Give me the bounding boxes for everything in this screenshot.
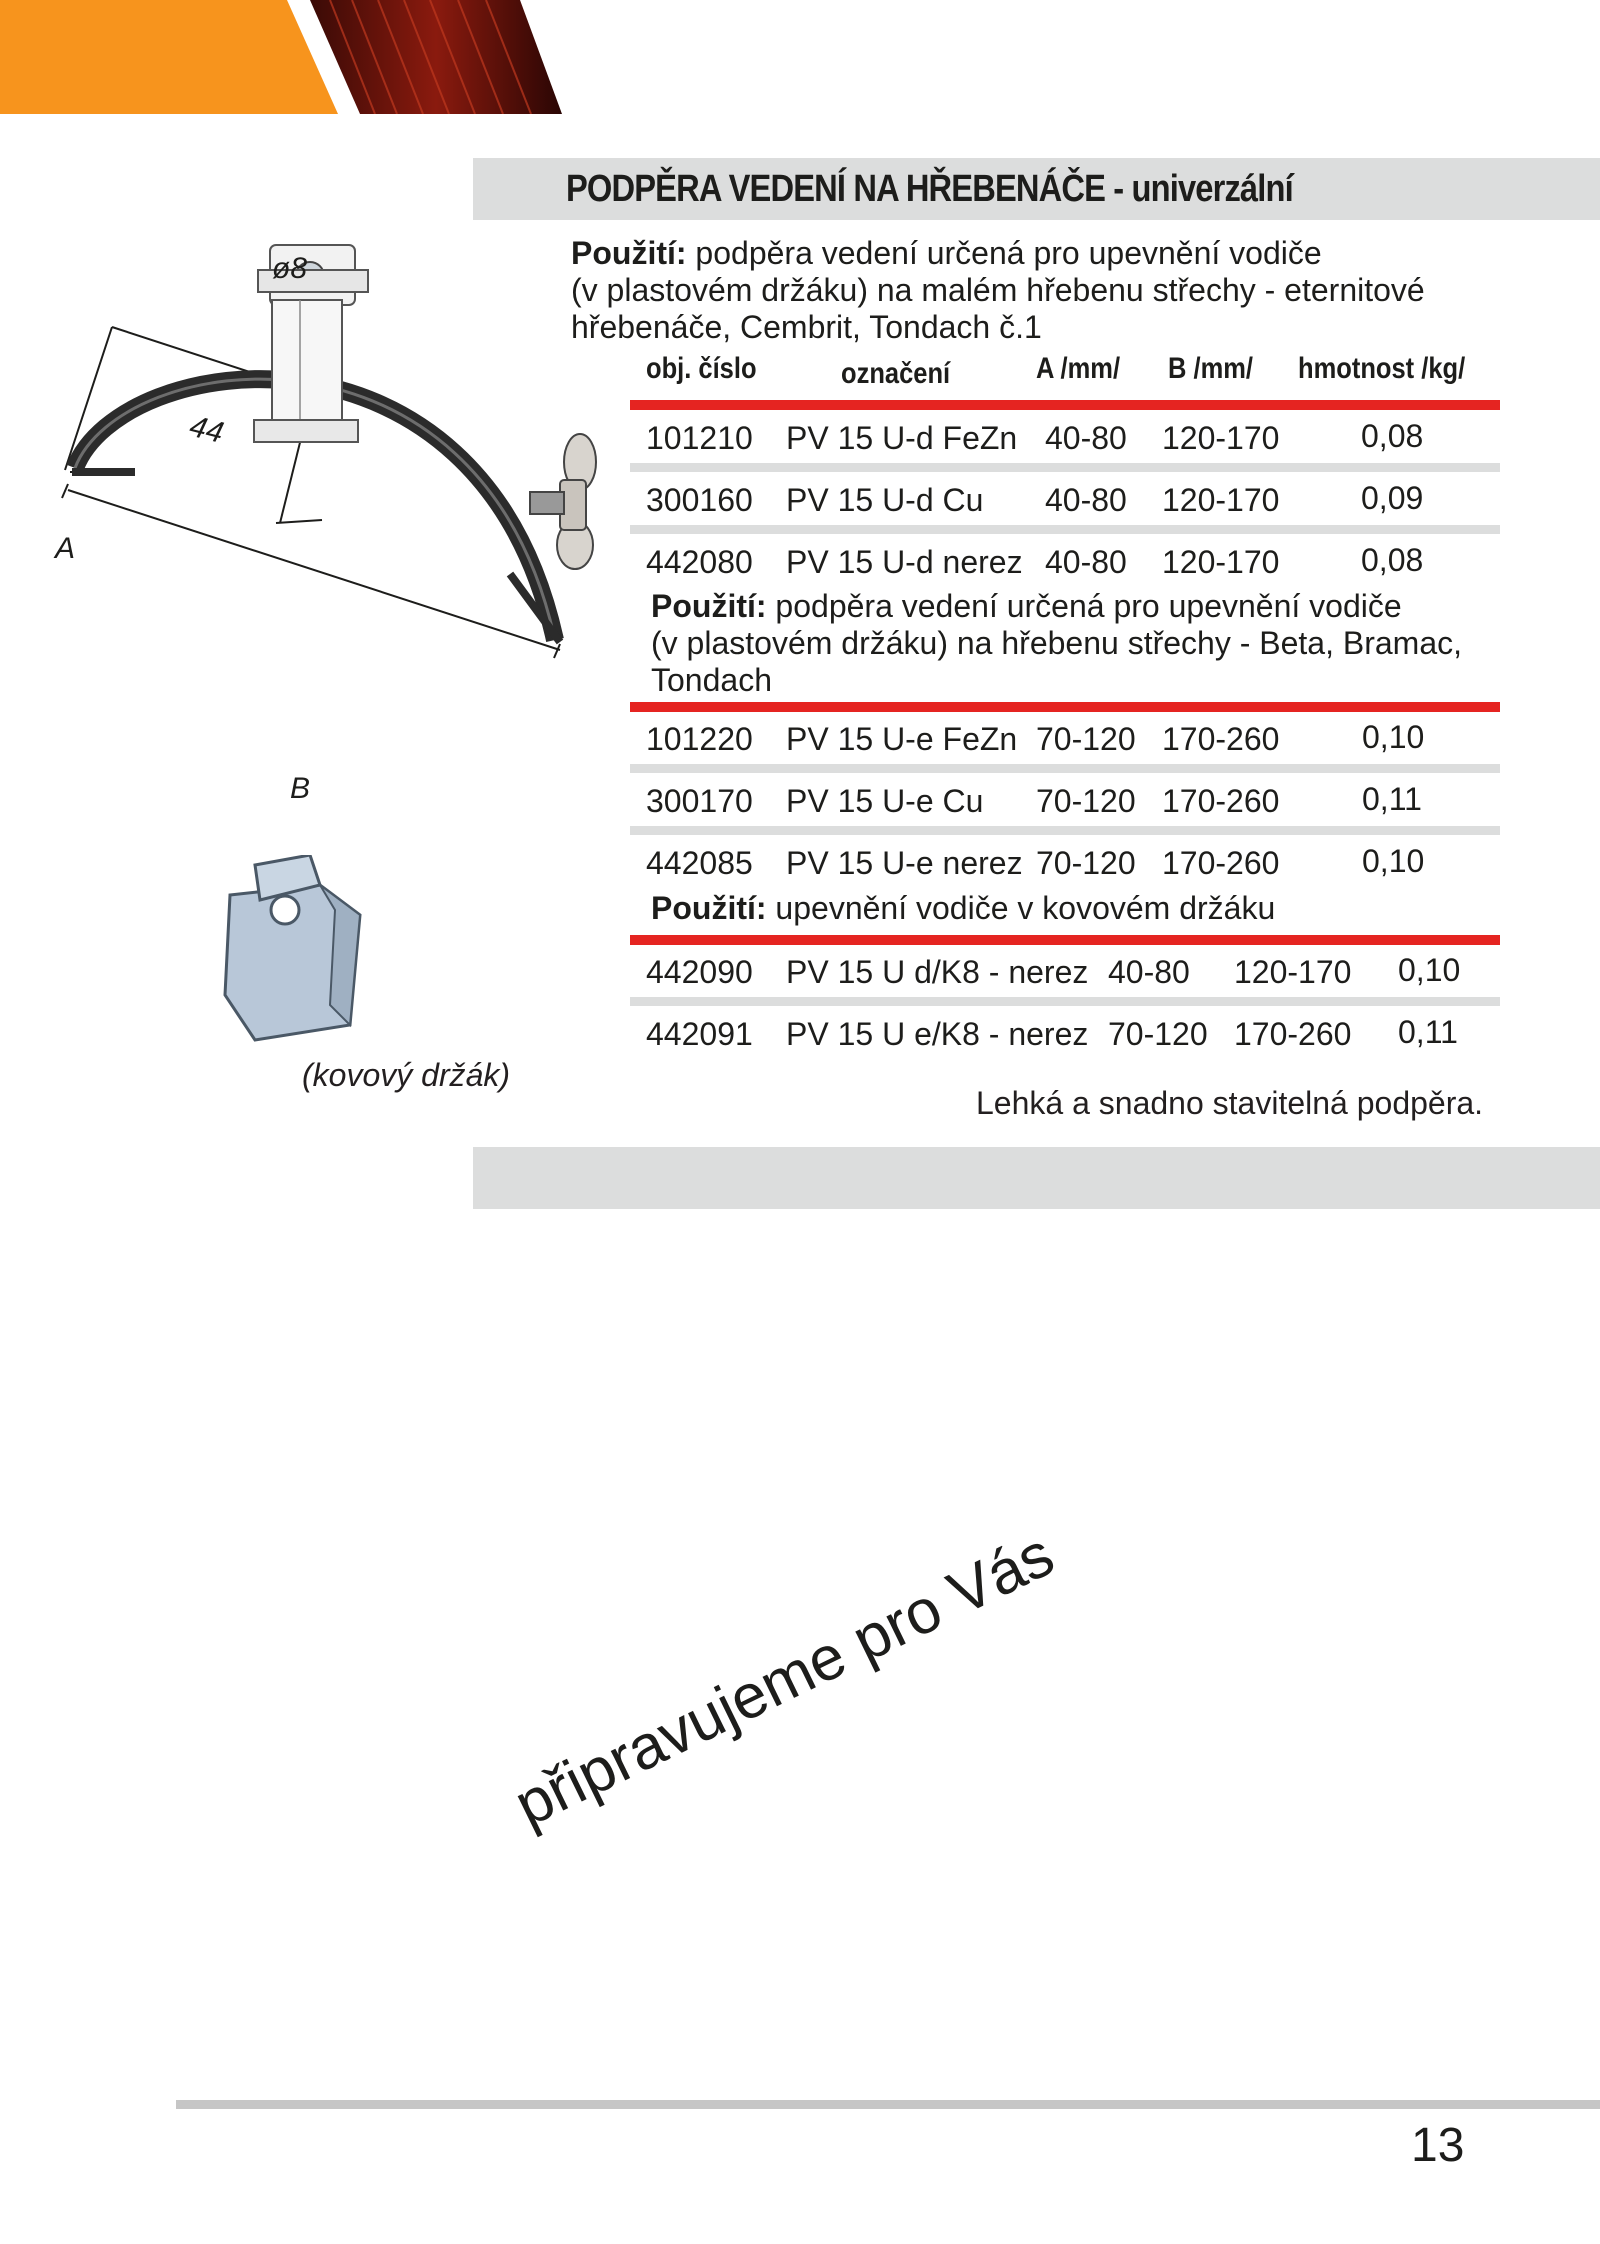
support-diagram	[40, 240, 640, 880]
page-number: 13	[1411, 2119, 1465, 2172]
bottom-divider	[176, 2100, 1600, 2109]
metal-holder-image	[210, 855, 380, 1055]
product-note: Lehká a snadno stavitelná podpěra.	[976, 1085, 1484, 1121]
header-banner	[0, 0, 600, 114]
row-divider	[630, 463, 1500, 472]
red-divider	[630, 702, 1500, 712]
page-title: PODPĚRA VEDENÍ NA HŘEBENÁČE - univerzální	[566, 168, 1293, 210]
red-divider	[630, 400, 1500, 410]
watermark-text: připravujeme pro Vás	[504, 1519, 1065, 1841]
label-b: B	[290, 772, 311, 805]
col-header-a: A /mm/	[1036, 352, 1121, 385]
col-header-b: B /mm/	[1168, 352, 1254, 385]
col-header-kg: hmotnost /kg/	[1298, 352, 1466, 385]
row-divider	[630, 997, 1500, 1006]
row-divider	[630, 826, 1500, 835]
footer-band	[473, 1147, 1600, 1209]
label-diameter: ø8	[272, 252, 308, 285]
red-divider	[630, 935, 1500, 945]
usage-text-2: Použití: podpěra vedení určená pro upevnění vodiče (v plastovém držáku) na hřebenu střechy - Beta, Bramac, Tondach	[651, 588, 1463, 698]
col-header-obj: obj. číslo	[646, 352, 757, 385]
metal-holder-caption: (kovový držák)	[302, 1057, 511, 1093]
usage-text-1: Použití: podpěra vedení určená pro upevnění vodiče (v plastovém držáku) na malém hřebenu střechy - eternitové hřebenáče, Cembrit, Tondach č.1	[571, 235, 1425, 345]
row-divider	[630, 525, 1500, 534]
label-a: A	[55, 532, 76, 565]
row-divider	[630, 764, 1500, 773]
col-header-ozn: označení	[841, 357, 951, 390]
usage-text-3: Použití: upevnění vodiče v kovovém držáku	[651, 890, 1276, 926]
label-44: 44	[186, 409, 227, 450]
